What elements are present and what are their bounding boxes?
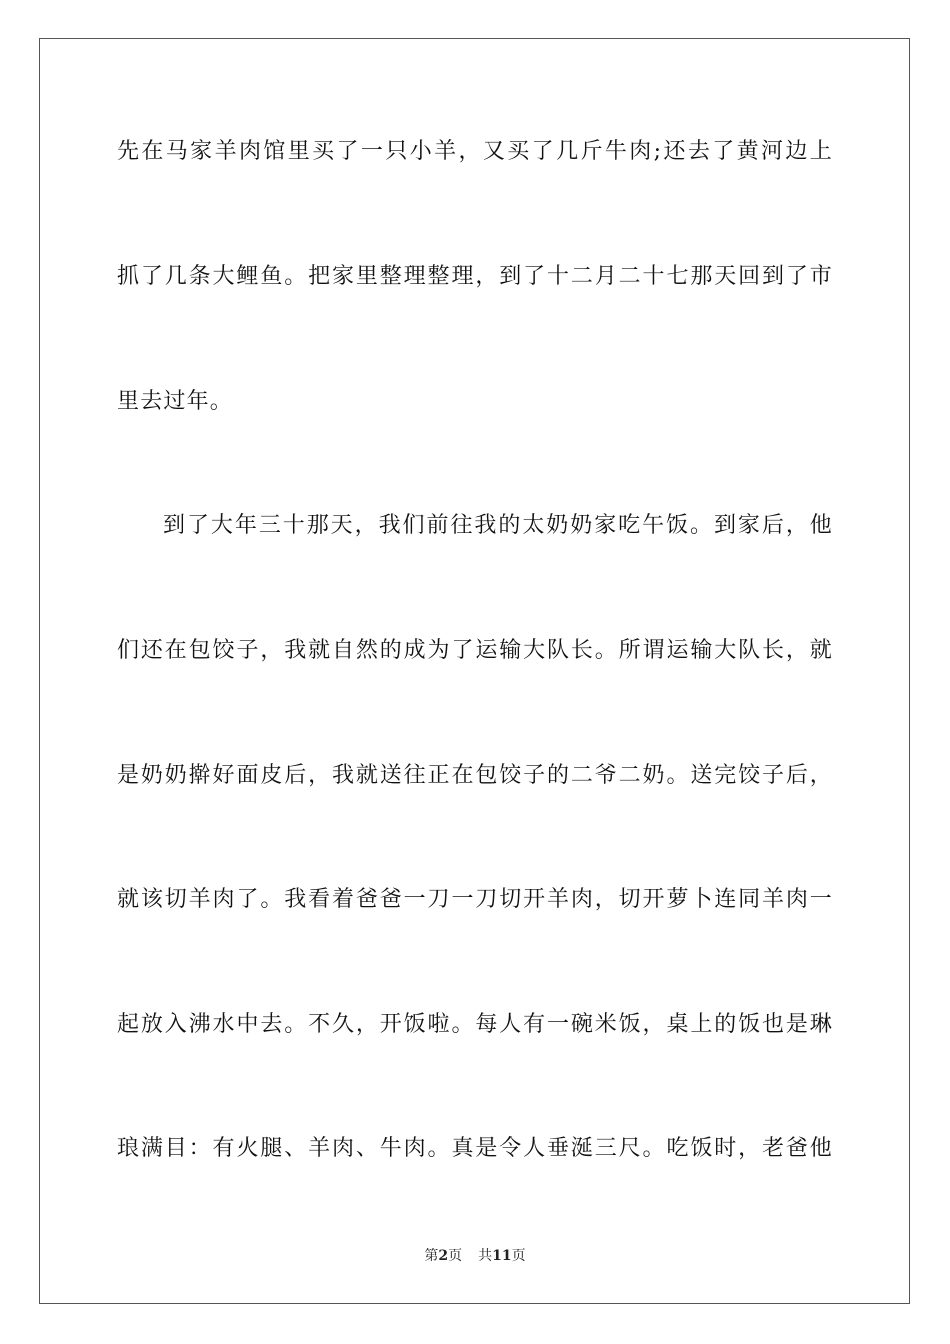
text-line-7: 就该切羊肉了。我看着爸爸一刀一刀切开羊肉，切开萝卜连同羊肉一 — [117, 887, 833, 912]
page-number: 2 — [438, 1248, 449, 1264]
total-prefix: 共 — [478, 1248, 493, 1264]
total-pages: 11 — [492, 1248, 512, 1264]
page-prefix: 第 — [424, 1248, 439, 1264]
page-suffix: 页 — [448, 1248, 463, 1264]
text-line-2: 抓了几条大鲤鱼。把家里整理整理，到了十二月二十七那天回到了市 — [117, 264, 833, 289]
text-line-8: 起放入沸水中去。不久，开饭啦。每人有一碗米饭，桌上的饭也是琳 — [117, 1012, 833, 1037]
page-border — [39, 38, 910, 1304]
text-line-1: 先在马家羊肉馆里买了一只小羊，又买了几斤牛肉;还去了黄河边上 — [117, 139, 833, 164]
total-suffix: 页 — [511, 1248, 526, 1264]
page-footer — [0, 1247, 950, 1265]
text-line-6: 是奶奶擀好面皮后，我就送往正在包饺子的二爷二奶。送完饺子后， — [117, 763, 833, 788]
text-line-5: 们还在包饺子，我就自然的成为了运输大队长。所谓运输大队长，就 — [117, 638, 833, 663]
text-line-3: 里去过年。 — [117, 389, 234, 414]
text-line-4-paragraph-start: 到了大年三十那天，我们前往我的太奶奶家吃午饭。到家后，他 — [163, 513, 833, 538]
text-line-9: 琅满目：有火腿、羊肉、牛肉。真是令人垂涎三尺。吃饭时，老爸他 — [117, 1136, 833, 1161]
